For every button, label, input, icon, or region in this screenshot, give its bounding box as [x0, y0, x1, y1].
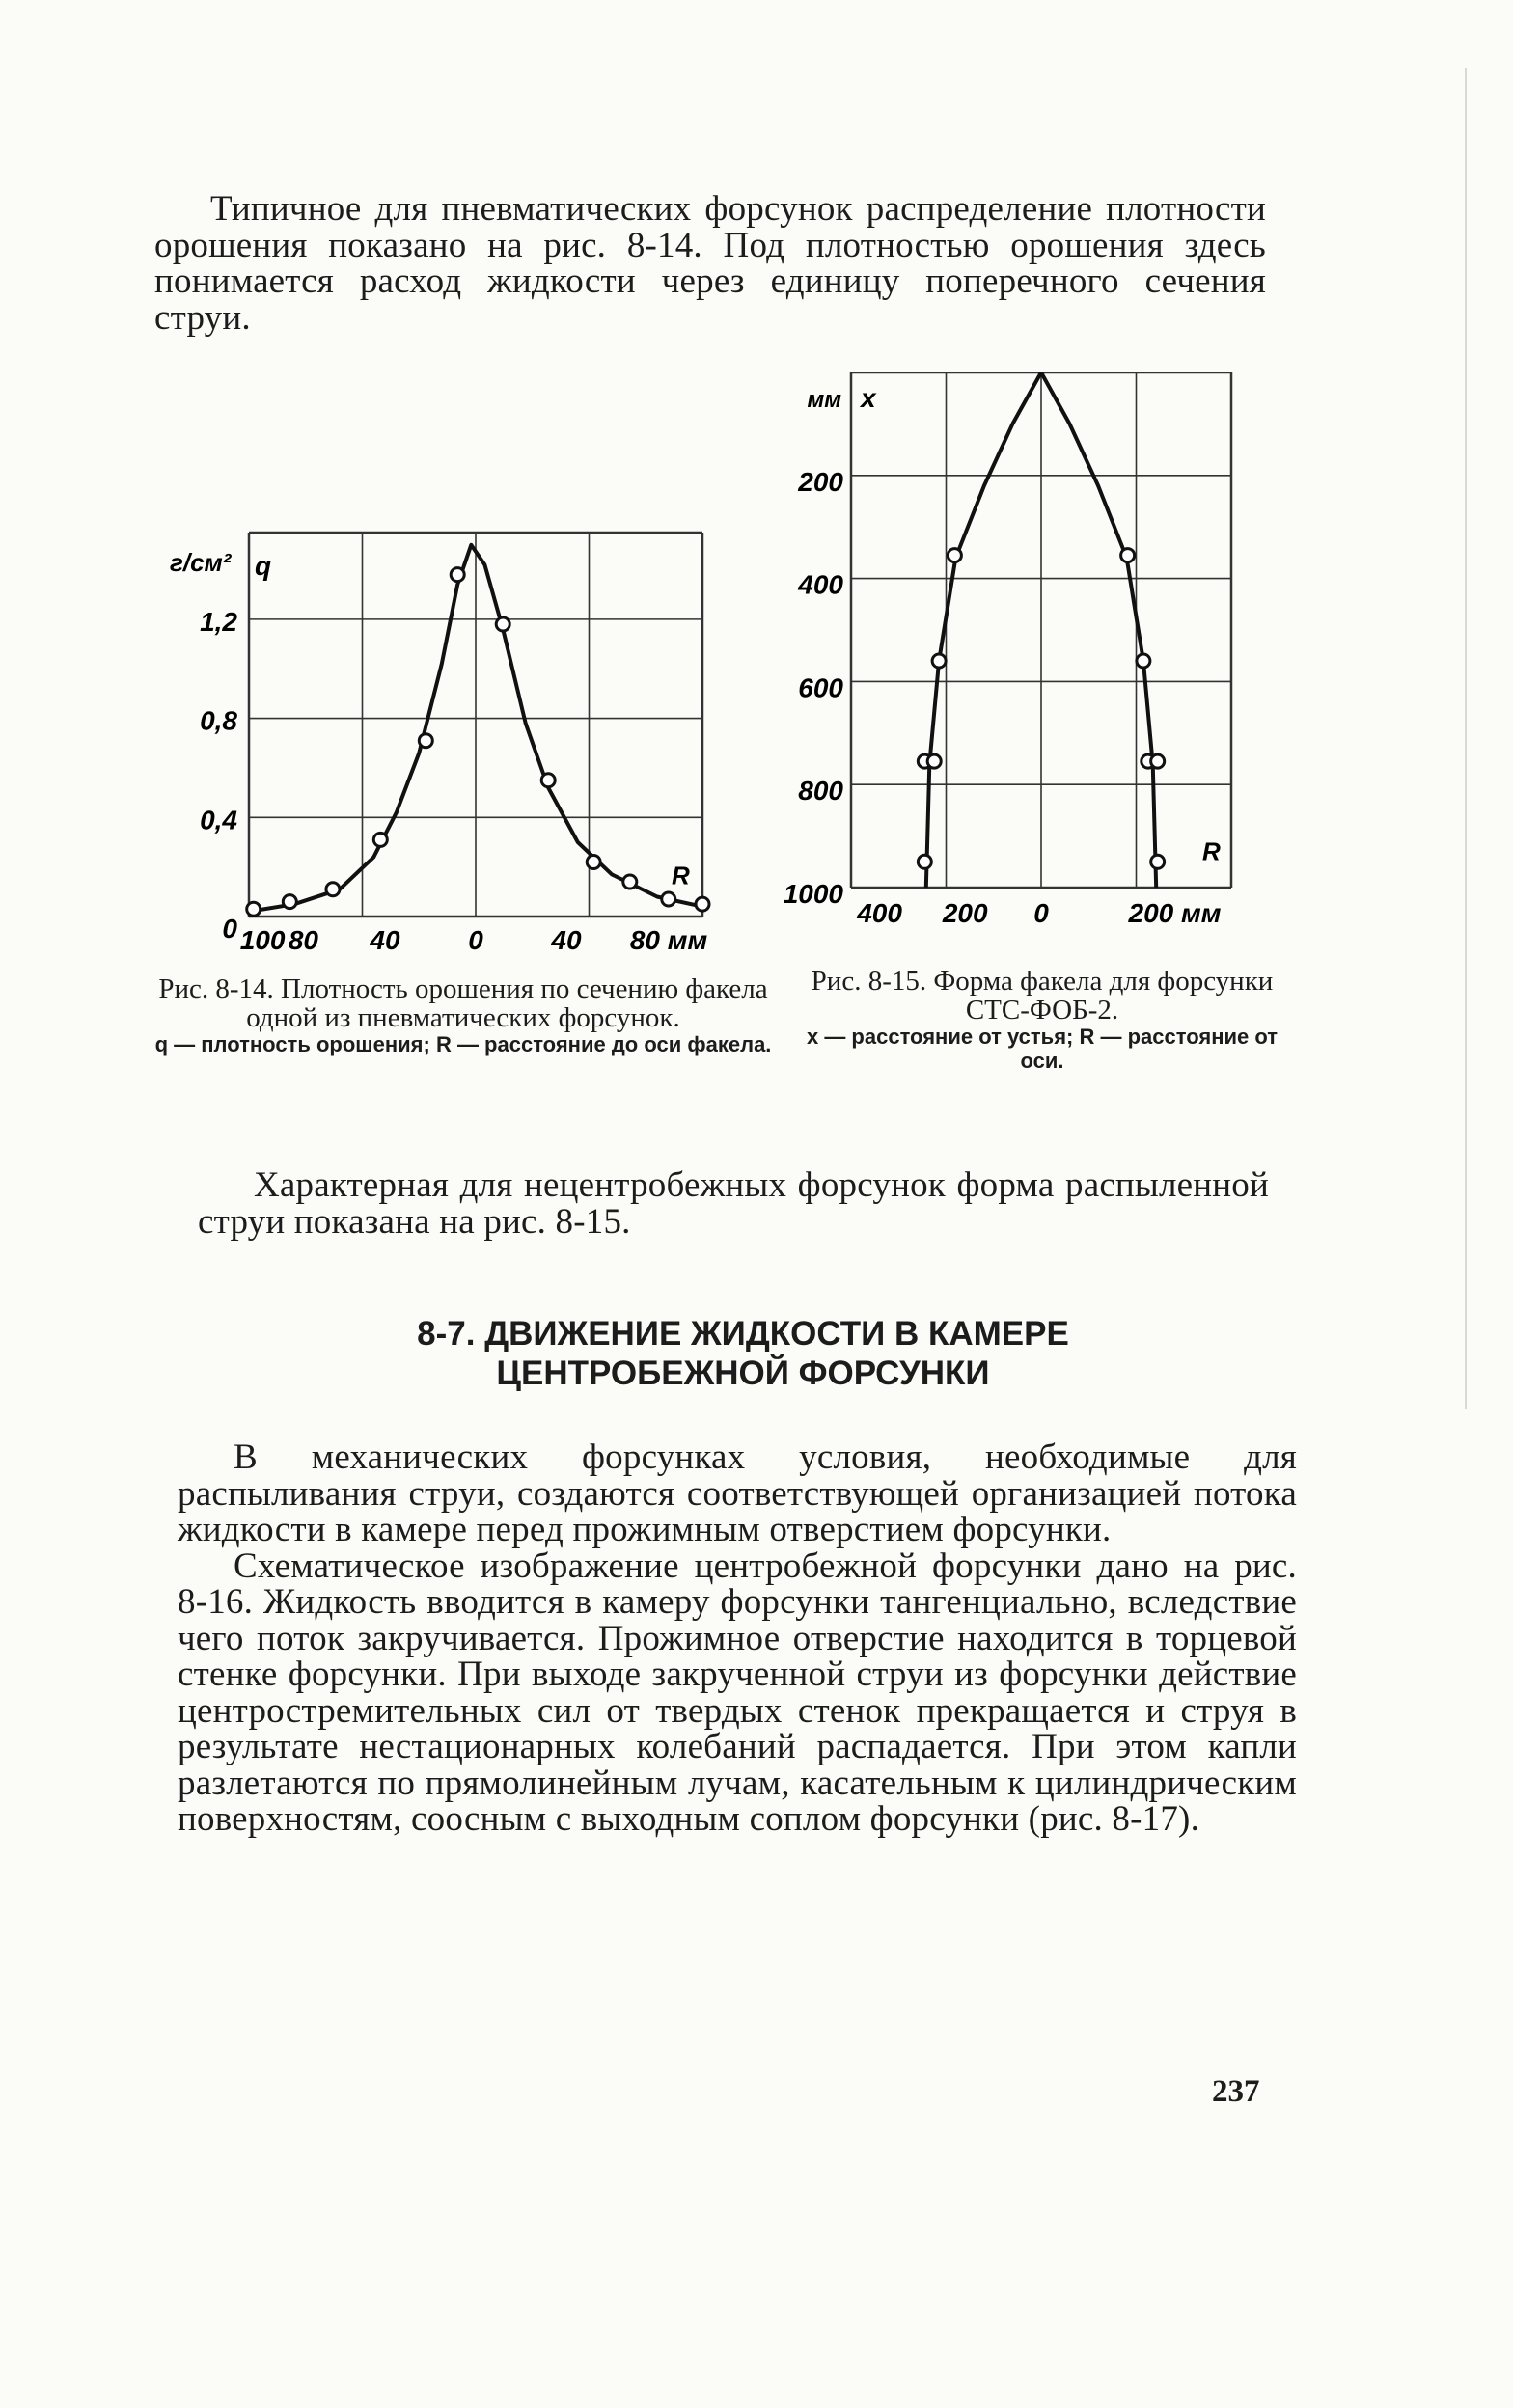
x-tick-label: 80 [288, 925, 318, 955]
y-tick-label: 400 [798, 569, 843, 600]
y-tick-label: 200 [798, 466, 843, 497]
chart-irrigation-density [162, 521, 712, 955]
y-tick-label: 600 [798, 672, 843, 703]
y-unit-label: мм [807, 387, 841, 413]
y-unit-label: г/см² [170, 548, 232, 577]
paragraph-intro-text: Типичное для пневматических форсунок распределение плотности орошения показано на рис. 8-14. Под плотностью орошения здесь понимается расход жидкости через единицу поперечного сечения струи. [154, 189, 1266, 338]
spray-boundary-left [926, 372, 1041, 888]
x-tick-label: 40 [370, 925, 400, 955]
x-axis-symbol: R [1202, 836, 1221, 866]
data-point [283, 895, 296, 909]
figure-8-14 [162, 521, 712, 955]
chart-spray-shape [778, 372, 1270, 971]
data-point [451, 568, 464, 582]
data-point [662, 892, 675, 906]
section-heading [318, 1314, 1168, 1393]
data-point [1137, 654, 1150, 668]
x-tick-label: 40 [551, 925, 582, 955]
paragraph-centrifugal-text: Схематическое изображение центробежной форсунки дано на рис. 8-16. Жидкость вводится в камеру форсунки тангенциально, вследствие чего поток закручивается. Прожимное отверстие находится в торцевой стенке форсунки. При выходе закрученной струи из форсунки действие центростремительных сил от твердых стенок прекращается и струя в результате нестационарных колебаний распадается. При этом капли разлетаются по прямолинейным лучам, касательным к цилиндрическим поверхностям, соосным с выходным соплом форсунки (рис. 8-17). [178, 1546, 1297, 1839]
caption-8-14-text: Рис. 8-14. Плотность орошения по сечению факела одной из пневматических форсунок. [158, 973, 768, 1033]
x-tick-label: 0 [468, 925, 483, 955]
x-tick-label: 0 [1033, 898, 1049, 928]
data-point [918, 855, 931, 868]
y-tick-label: 0,4 [200, 805, 237, 835]
page-number: 237 [1212, 2074, 1260, 2109]
caption-8-15-note: x — расстояние от устья; R — расстояние от оси. [806, 1025, 1279, 1073]
data-point [541, 774, 555, 787]
section-heading-line1: 8-7. ДВИЖЕНИЕ ЖИДКОСТИ В КАМЕРЕ [417, 1315, 1069, 1353]
y-tick-label: 800 [798, 776, 843, 807]
figure-8-15 [778, 372, 1270, 971]
x-axis-symbol: R [672, 861, 690, 890]
caption-8-15-text: Рис. 8-15. Форма факела для форсунки СТС-ФОБ-2. [811, 966, 1274, 1026]
y-tick-label: 1,2 [200, 606, 237, 637]
paragraph-intro [154, 191, 1266, 336]
data-point [927, 754, 941, 768]
data-point [496, 617, 509, 631]
paragraph-mechanical-text: В механических форсунках условия, необходимые для распыливания струи, создаются соответствующей организацией потока жидкости в камере перед прожимным отверстием форсунки. [178, 1437, 1297, 1549]
data-point [948, 549, 961, 562]
data-point [419, 734, 432, 748]
y-axis-symbol: x [861, 383, 876, 413]
data-point [373, 833, 387, 846]
x-tick-label: 100 [239, 925, 286, 955]
paragraph-fig-reference-text: Характерная для нецентробежных форсунок форма распыленной струи показана на рис. 8-15. [198, 1165, 1269, 1242]
caption-8-14 [154, 974, 772, 1056]
caption-8-15 [801, 967, 1283, 1073]
spray-boundary-right [1041, 372, 1156, 888]
data-point [1121, 549, 1135, 562]
x-tick-label: 80 мм [629, 925, 708, 955]
y-tick-label: 0,8 [200, 705, 237, 736]
y-tick-label: 1000 [783, 879, 843, 909]
section-heading-line2: ЦЕНТРОБЕЖНОЙ ФОРСУНКИ [496, 1354, 990, 1392]
data-point [696, 897, 709, 911]
caption-8-14-note: q — плотность орошения; R — расстояние до оси факела. [154, 1032, 772, 1056]
data-point [326, 883, 340, 896]
y-axis-symbol: q [255, 551, 272, 581]
data-point [587, 856, 600, 869]
x-tick-label: 400 [857, 898, 902, 928]
data-point [1151, 754, 1165, 768]
page-edge-line [1465, 68, 1467, 1409]
x-tick-label: 200 [942, 898, 988, 928]
data-point [623, 875, 637, 889]
paragraph-fig-reference [198, 1167, 1269, 1240]
data-point [1151, 855, 1165, 868]
data-point [247, 902, 261, 916]
x-tick-label: 200 мм [1128, 898, 1222, 928]
y-tick-label: 0 [222, 914, 237, 944]
data-point [932, 654, 946, 668]
paragraph-mechanical [178, 1439, 1297, 1838]
